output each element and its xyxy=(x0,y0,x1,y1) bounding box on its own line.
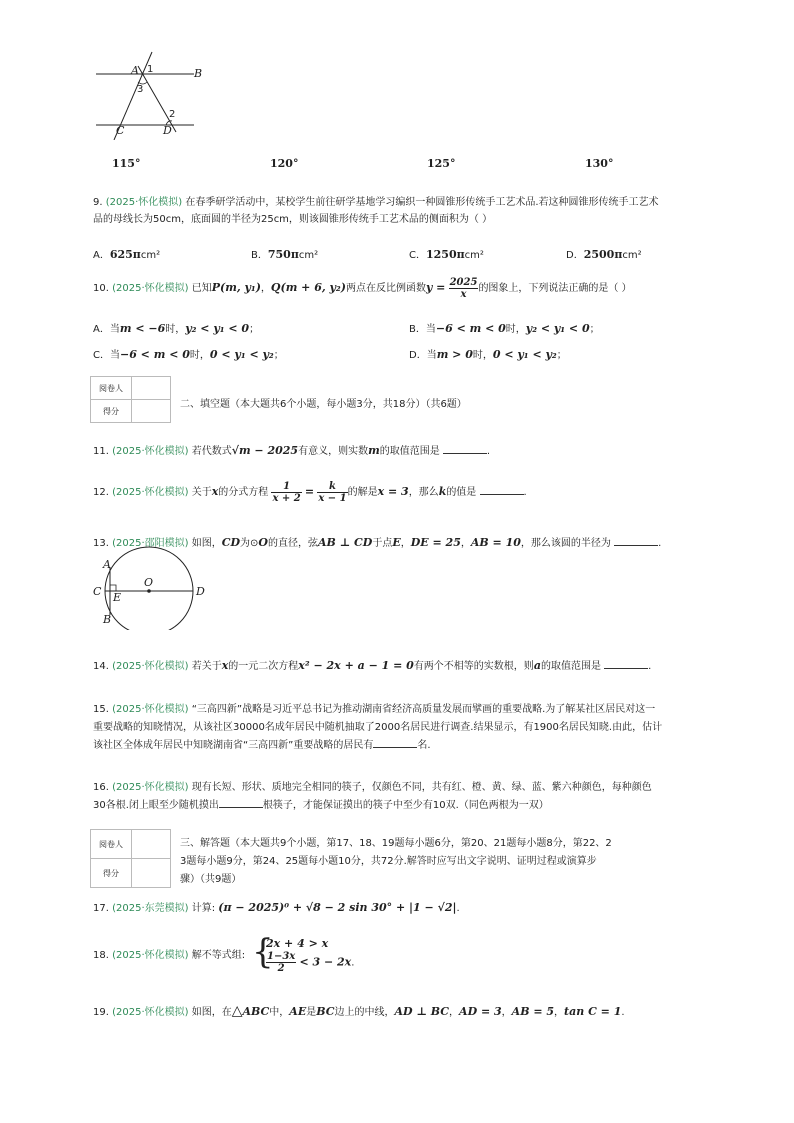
q10-stem: 10. (2025·怀化模拟) 已知P(m, y₁)，Q(m + 6, y₂)两点在反比例函数y = $\frac{2025}{x}$ 的图象上，下列说法正确的是（ ） xyxy=(93,276,632,300)
q15-line3: 该社区全体成年居民中知晓湖南省“三高四新”重要战略的居民有 名. xyxy=(93,740,431,751)
q9-text1: 在春季研学活动中，某校学生前往研学基地学习编织一种圆锥形传统手工艺术品.若这种圆锥形传统手工艺术 xyxy=(185,197,659,208)
q8-option-d: 130° xyxy=(585,157,614,170)
parallel-lines-figure xyxy=(90,48,220,140)
q14: 14. (2025·怀化模拟) 若关于x的一元二次方程x² − 2x + a − 1 = 0有两个不相等的实数根，则a的取值范围是 . xyxy=(93,659,652,672)
q9-option-c: C．1250πcm² xyxy=(409,248,484,261)
fig-label-1: 1 xyxy=(147,64,154,75)
q15-line1: 15. (2025·怀化模拟) “三高四新”战略是习近平总书记为推动湖南省经济高质量发展而擘画的重要战略.为了解某社区居民对这一 xyxy=(93,704,656,715)
circle-label-b: B xyxy=(103,613,112,626)
fig-label-3: 3 xyxy=(137,84,144,95)
q18-source: (2025·怀化模拟) xyxy=(112,950,189,961)
section3-title-line1: 三、解答题（本大题共9个小题，第17、18、19题每小题6分，第20、21题每小题8分，第22、2 xyxy=(180,838,612,849)
q11-source: (2025·怀化模拟) xyxy=(112,446,189,457)
section3-grader-cell xyxy=(132,830,171,859)
fig-label-c: C xyxy=(116,124,125,137)
q10-source: (2025·怀化模拟) xyxy=(112,283,189,294)
circle-label-e: E xyxy=(113,591,122,604)
q19: 19. (2025·怀化模拟) 如图，在△ABC中，AE是BC边上的中线，AD ⊥ BC，AD = 3，AB = 5，tan C = 1. xyxy=(93,1003,625,1019)
q14-answer-blank[interactable] xyxy=(604,659,648,669)
q16-answer-blank[interactable] xyxy=(219,798,263,808)
q12-fraction-right: $\frac{k}{x - 1}$ xyxy=(318,480,347,504)
circle-figure xyxy=(100,545,210,630)
q15-source: (2025·怀化模拟) xyxy=(112,704,189,715)
circle-label-c: C xyxy=(93,585,102,598)
q10-option-c: C．当−6 < m < 0时，0 < y₁ < y₂； xyxy=(93,348,284,361)
section2-grader-label: 阅卷人 xyxy=(91,377,132,400)
q18-row1: 2x + 4 > x xyxy=(266,937,329,950)
q13: 13. (2025·邵阳模拟) 如图，CD为⊙O的直径，弦AB ⊥ CD于点E，DE = 25，AB = 10，那么该圆的半径为 . xyxy=(93,536,662,549)
q8-option-a: 115° xyxy=(112,157,141,170)
q17-source: (2025·东莞模拟) xyxy=(112,903,189,914)
q17-expression: (π − 2025)⁰ + √8 − 2 sin 30° + |1 − √2| xyxy=(218,901,457,914)
section2-score-table xyxy=(90,376,171,423)
q12-fraction-left: $\frac{1}{x + 2}$ xyxy=(272,480,301,504)
section3-title-line2: 3题每小题9分，第24、25题每小题10分，共72分.解答时应写出文字说明、证明过程或演算步 xyxy=(180,856,597,867)
center-point xyxy=(147,589,151,593)
q10-fraction: $\frac{2025}{x}$ xyxy=(449,276,478,300)
q15-line2: 重要战略的知晓情况，从该社区30000名成年居民中随机抽取了2000名居民进行调查.结果显示，有1900名居民知晓.由此，估计 xyxy=(93,722,663,733)
section2-score-cell xyxy=(132,400,171,423)
q9-number: 9. xyxy=(93,197,103,208)
q15-answer-blank[interactable] xyxy=(373,738,417,748)
q8-option-c: 125° xyxy=(427,157,456,170)
q9-option-a: A．625πcm² xyxy=(93,248,161,261)
q9-line2: 品的母线长为50cm，底面圆的半径为25cm，则该圆锥形传统手工艺术品的侧面积为（ ） xyxy=(93,214,493,225)
section3-title-line3: 骤）（共9题） xyxy=(180,874,242,885)
q13-source: (2025·邵阳模拟) xyxy=(112,538,189,549)
section2-title: 二、填空题（本大题共6个小题，每小题3分，共18分）（共6题） xyxy=(180,399,467,410)
section2-score-label: 得分 xyxy=(91,400,132,423)
q12-answer-blank[interactable] xyxy=(480,485,524,495)
fig-label-a: A xyxy=(131,64,139,77)
q10-option-d: D．当m > 0时，0 < y₁ < y₂； xyxy=(409,348,567,361)
q8-option-b: 120° xyxy=(270,157,299,170)
q9-line1 xyxy=(93,193,659,208)
q18-brace: { xyxy=(252,932,274,972)
q12: 12. (2025·怀化模拟) 关于x的分式方程 $\frac{1}{x + 2}$ = $\frac{k}{x - 1}$ 的解是x = 3，那么k的值是 . xyxy=(93,480,527,504)
circle-label-a: A xyxy=(103,558,111,571)
q16-line1: 16. (2025·怀化模拟) 现有长短、形状、质地完全相同的筷子，仅颜色不同，共有红、橙、黄、绿、蓝、紫六种颜色，每种颜色 xyxy=(93,782,652,793)
q11: 11. (2025·怀化模拟) 若代数式√m − 2025有意义，则实数m的取值范围是 . xyxy=(93,444,491,457)
q10-option-a: A．当m < −6时，y₂ < y₁ < 0； xyxy=(93,322,260,335)
q14-source: (2025·怀化模拟) xyxy=(112,661,189,672)
section2-grader-cell xyxy=(132,377,171,400)
circle-label-o: O xyxy=(144,576,154,589)
q17: 17. (2025·东莞模拟) 计算: (π − 2025)⁰ + √8 − 2 sin 30° + |1 − √2|. xyxy=(93,901,460,914)
q19-source: (2025·怀化模拟) xyxy=(112,1007,189,1018)
q9-source: (2025·怀化模拟) xyxy=(105,197,183,208)
transversal-2 xyxy=(138,66,176,132)
fig-label-b: B xyxy=(194,67,203,80)
circle-label-d: D xyxy=(196,585,205,598)
q11-answer-blank[interactable] xyxy=(443,444,487,454)
section3-score-table xyxy=(90,829,171,888)
q16-source: (2025·怀化模拟) xyxy=(112,782,189,793)
q10-option-b: B．当−6 < m < 0时，y₂ < y₁ < 0； xyxy=(409,322,600,335)
q12-source: (2025·怀化模拟) xyxy=(112,487,189,498)
q18: 18. (2025·怀化模拟) 解不等式组: xyxy=(93,950,246,961)
q13-answer-blank[interactable] xyxy=(614,536,658,546)
q9-option-d: D．2500πcm² xyxy=(566,248,642,261)
fig-label-d: D xyxy=(163,124,172,137)
fig-label-2: 2 xyxy=(169,109,176,120)
q16-line2: 30各根.闭上眼至少随机摸出 根筷子，才能保证摸出的筷子中至少有10双.（同色两根为一双） xyxy=(93,800,549,811)
section3-score-label: 得分 xyxy=(91,859,132,888)
section3-grader-label: 阅卷人 xyxy=(91,830,132,859)
q18-row2: $\frac{1-3x}{2}$ < 3 − 2x. xyxy=(267,951,355,974)
section3-score-cell xyxy=(132,859,171,888)
q9-option-b: B．750πcm² xyxy=(251,248,319,261)
